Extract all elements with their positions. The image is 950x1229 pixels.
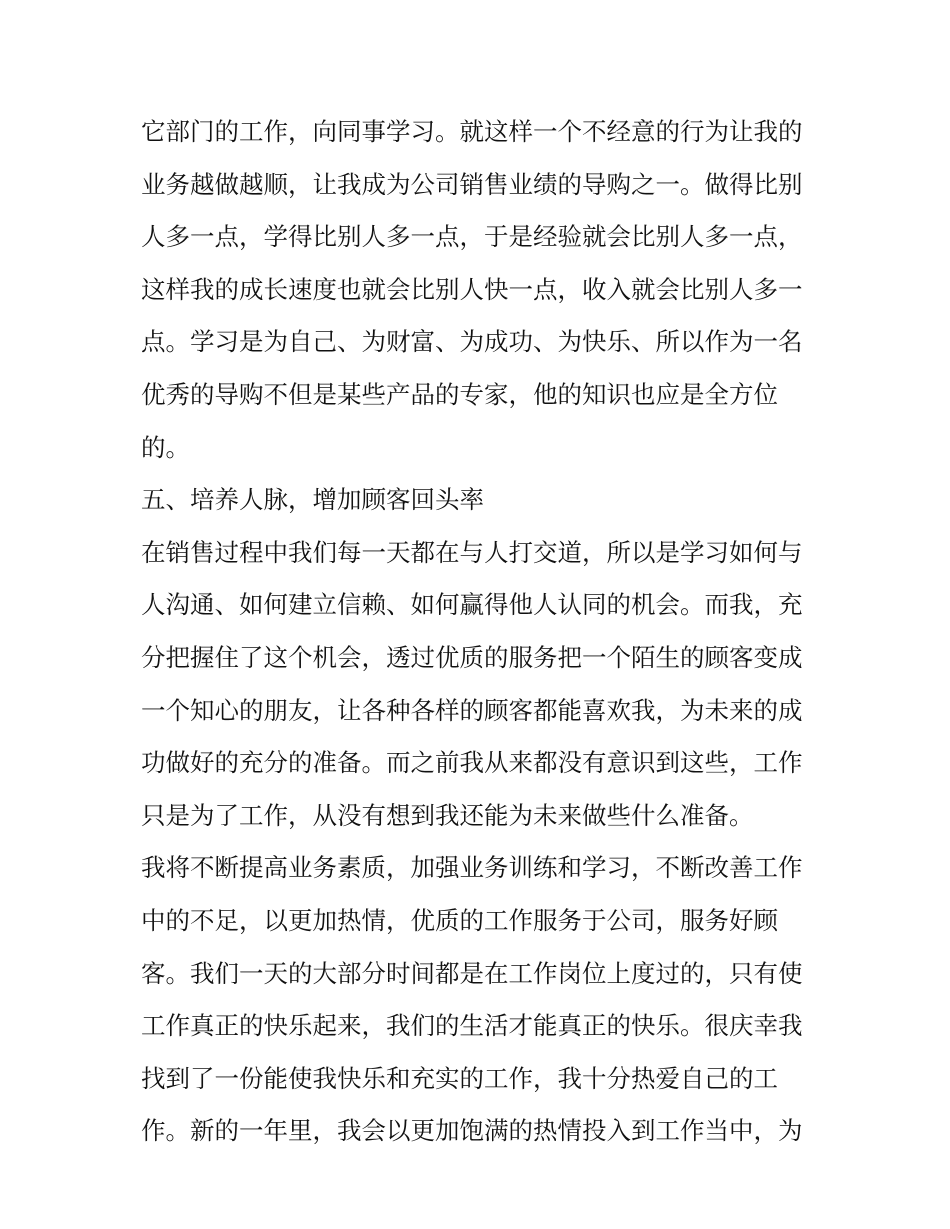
text-line: 点。学习是为自己、为财富、为成功、为快乐、所以作为一名 [141, 327, 803, 357]
text-line: 只是为了工作，从没有想到我还能为未来做些什么准备。 [141, 800, 754, 830]
text-line: 这样我的成长速度也就会比别人快一点，收入就会比别人多一 [141, 274, 803, 304]
text-line: 一个知心的朋友，让各种各样的顾客都能喜欢我，为未来的成 [141, 695, 803, 725]
text-line: 它部门的工作，向同事学习。就这样一个不经意的行为让我的 [141, 117, 803, 146]
text-line: 人多一点，学得比别人多一点，于是经验就会比别人多一点， [141, 222, 803, 252]
text-line: 在销售过程中我们每一天都在与人打交道，所以是学习如何与 [141, 537, 803, 567]
text-line: 中的不足，以更加热情，优质的工作服务于公司，服务好顾 [141, 905, 778, 935]
text-line: 的。 [141, 432, 190, 462]
section-heading: 五、培养人脉，增加顾客回头率 [141, 485, 484, 515]
text-line: 工作真正的快乐起来，我们的生活才能真正的快乐。很庆幸我 [141, 1011, 803, 1041]
text-line: 作。新的一年里，我会以更加饱满的热情投入到工作当中，为 [141, 1116, 803, 1146]
text-line: 功做好的充分的准备。而之前我从来都没有意识到这些，工作 [141, 748, 803, 778]
text-line: 业务越做越顺，让我成为公司销售业绩的导购之一。做得比别 [141, 169, 803, 199]
text-line: 分把握住了这个机会，透过优质的服务把一个陌生的顾客变成 [141, 642, 803, 672]
text-line: 找到了一份能使我快乐和充实的工作，我十分热爱自己的工 [141, 1063, 778, 1093]
text-line: 客。我们一天的大部分时间都是在工作岗位上度过的，只有使 [141, 958, 803, 988]
text-line: 优秀的导购不但是某些产品的专家，他的知识也应是全方位 [141, 379, 778, 409]
body-text [141, 106, 816, 1158]
text-line: 人沟通、如何建立信赖、如何赢得他人认同的机会。而我，充 [141, 590, 803, 620]
text-line: 我将不断提高业务素质，加强业务训练和学习，不断改善工作 [141, 853, 803, 883]
